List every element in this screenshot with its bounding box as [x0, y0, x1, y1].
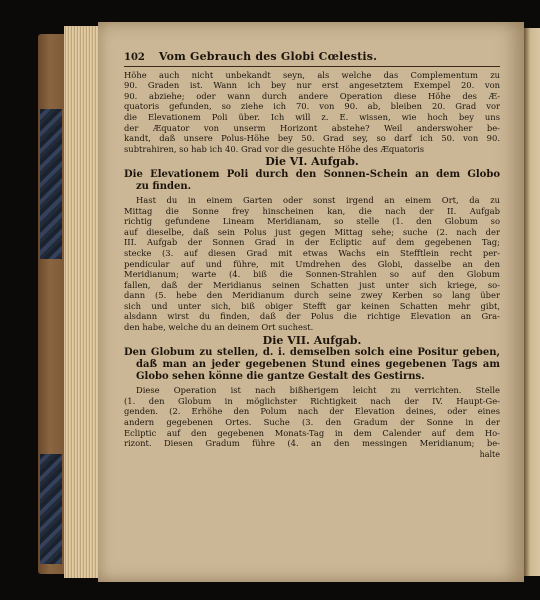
text-line: (1. den Globum in möglichster Richtigkeit nach der IV. Haupt-Ge- [124, 395, 500, 406]
text-line: stecke (3. auf diesen Grad mit etwas Wachs ein Stefftlein recht per- [124, 247, 500, 258]
text-line: der Æquator von unserm Horizont abstehe? Weil anderswoher be- [124, 122, 500, 133]
section-body-vi [124, 195, 500, 333]
section-body-vii [124, 385, 500, 449]
text-line: die Elevationem Poli über. Ich will z. E. wissen, wie hoch bey uns [124, 111, 500, 122]
lead-line: daß man an jeder gegebenen Stund eines gegebenen Tags am [136, 359, 500, 371]
text-line: III. Aufgab der Sonnen Grad in der Ecliptic auf dem gegebenen Tag; [124, 237, 500, 248]
text-line: andern gegebenen Ortes. Suche (3. den Gradum der Sonne in der [124, 417, 500, 428]
text-line: dann (5. hebe den Meridianum durch seine zwey Kerben so lang über [124, 290, 500, 301]
text-line: Mittag die Sonne frey hinscheinen kan, die nach der II. Aufgab [124, 205, 500, 216]
book-page [98, 22, 524, 582]
running-title: Vom Gebrauch des Globi Cœlestis. [158, 50, 378, 63]
section-lead-vi [124, 169, 500, 193]
text-line: den habe, welche du an deinem Ort suchest. [124, 322, 314, 333]
text-line: alsdann wirst du finden, daß der Polus die richtige Elevation an Gra- [124, 311, 500, 322]
text-line: sich und unter sich, biß obiger Stefft gar keinen Schatten mehr gibt, [124, 300, 500, 311]
text-line: pendicular auf und führe, mit Umdrehen des Globi, dasselbe an den [124, 258, 500, 269]
text-line: genden. (2. Erhöhe den Polum nach der Elevation deines, oder eines [124, 406, 500, 417]
lead-line: Die Elevationem Poli durch den Sonnen-Schein an dem Globo [124, 168, 500, 180]
text-line: Höhe auch nicht unbekandt seyn, als welche das Complementum zu [124, 69, 500, 80]
facing-page-edge [524, 28, 540, 576]
open-book [38, 22, 540, 582]
catchword: halte [479, 449, 500, 459]
section-heading-vi: Die VI. Aufgab. [265, 155, 359, 169]
paragraph-continuation [124, 70, 500, 155]
page-number: 102 [124, 52, 145, 63]
page-text [124, 52, 500, 460]
marbled-cover-lower [40, 454, 62, 564]
text-line: 90. Graden ist. Wann ich bey nur erst angesetztem Exempel 20. von [124, 80, 500, 91]
text-line: quatoris gefunden, so ziehe ich 70. von 90. ab, bleiben 20. Grad vor [124, 101, 500, 112]
section-lead-vii [124, 347, 500, 383]
text-line: Ecliptic auf den gegebenen Monats-Tag in dem Calender auf dem Ho- [124, 427, 500, 438]
text-line: Diese Operation ist nach bißherigem leicht zu verrichten. Stelle [136, 385, 500, 396]
marbled-cover-upper [40, 109, 62, 259]
lead-line: zu finden. [136, 180, 192, 192]
lead-line: Den Globum zu stellen, d. i. demselben solch eine Positur geben, [124, 347, 500, 359]
lead-line: Globo sehen könne die gantze Gestalt des Gestirns. [136, 371, 425, 383]
text-line: 90. abziehe; oder wann durch andere Operation diese Höhe des Æ- [124, 90, 500, 101]
page-header [124, 52, 500, 67]
text-line: auf dieselbe, daß sein Polus just gegen Mittag sehe; suche (2. nach der [124, 226, 500, 237]
text-line: rizont. Diesen Gradum führe (4. an den messingen Meridianum; be- [124, 438, 500, 449]
text-line: kandt, daß unsere Polus-Höhe bey 50. Grad sey, so darf ich 50. von 90. [124, 133, 500, 144]
text-line: Hast du in einem Garten oder sonst irgend an einem Ort, da zu [136, 194, 500, 205]
section-heading-vii: Die VII. Aufgab. [262, 333, 362, 347]
text-line: subtrahiren, so hab ich 40. Grad vor die gesuchte Höhe des Æquatoris [124, 143, 425, 154]
text-line: fallen, daß der Meridianus seinen Schatten just unter sich kriege, so- [124, 279, 500, 290]
text-line: Meridianum; warte (4. biß die Sonnen-Strahlen so auf den Globum [124, 269, 500, 280]
text-line: richtig gefundene Lineam Meridianam, so stelle (1. den Globum so [124, 216, 500, 227]
